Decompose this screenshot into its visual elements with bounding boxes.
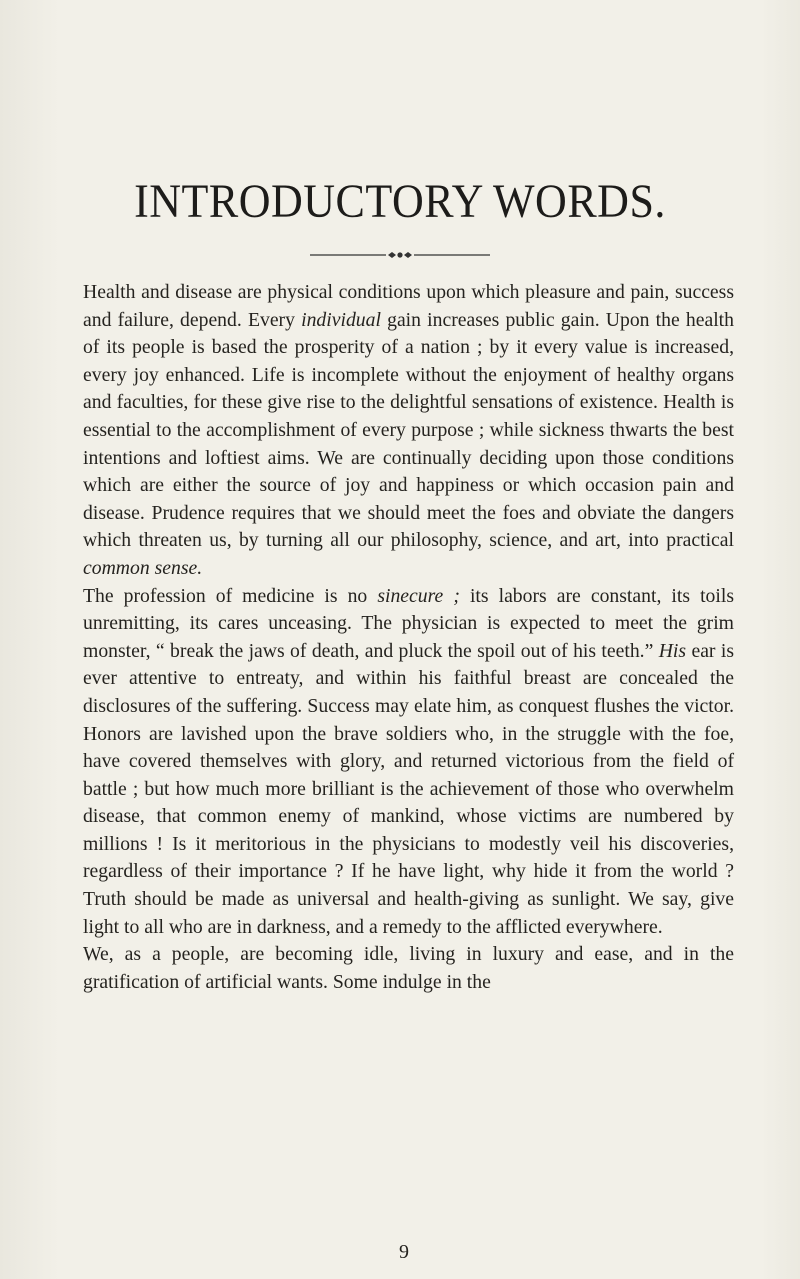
paragraph-2-text-c: ear is ever attentive to entreaty, and within his faithful breast are concealed the disclosures of the suffering. Success may elate him, as conquest flushes the victor. Honors are lavished upon the brave soldiers who, in the struggle with the foe, have covered themselves with glory, and returned victorious from the field of battle ; but how much more brilliant is the achievement of those who overwhelm disease, that common enemy of mankind, whose victims are numbered by millions ! Is it meritorious in the physicians to modestly veil his discoveries, regardless of their importance ? If he have light, why hide it from the world ? Truth should be made as universal and health-giving as sunlight. We say, give light to all who are in darkness, and a remedy to the afflicted everywhere. [83,639,734,938]
paragraph-1-text-a: Health and disease are physical conditions upon which pleasure and pain, success and failure, depend. Every [83,281,734,331]
paragraph-3-text: We, as a people, are becoming idle, living in luxury and ease, and in the gratification of artificial wants. Some indulge in the [83,943,734,993]
title-ornament-rule [310,249,490,261]
paragraph-2-text-b: its labors are constant, its toils unremitting, its cares unceasing. The physician is expected to meet the grim monster, “ break the jaws of death, and pluck the spoil out of his teeth.” [83,584,734,662]
paragraph-2 [83,583,734,942]
paragraph-2-italic-his: His [658,639,687,662]
paragraph-1-italic-common-sense: common sense. [83,556,203,579]
paragraph-1-italic-individual: individual [301,308,381,331]
body-text [83,279,734,996]
paragraph-1 [83,279,734,583]
paragraph-1-text-b: gain increases public gain. Upon the health of its people is based the prosperity of a nation ; by it every value is increased, every joy enhanced. Life is incomplete without the enjoyment of healthy organs and faculties, for these give rise to the delightful sensations of existence. Health is essential to the accomplishment of every purpose ; while sickness thwarts the best intentions and loftiest aims. We are continually deciding upon those conditions which are either the source of joy and happiness or which occasion pain and disease. Prudence requires that we should meet the foes and obviate the dangers which threaten us, by turning all our philosophy, science, and art, into practical [83,308,734,552]
chapter-title: INTRODUCTORY WORDS. [134,175,666,228]
paragraph-3 [83,941,734,996]
page-number: 9 [399,1241,409,1263]
paragraph-2-text-a: The profession of medicine is no [83,584,378,607]
paragraph-2-italic-sinecure: sinecure ; [377,584,460,607]
